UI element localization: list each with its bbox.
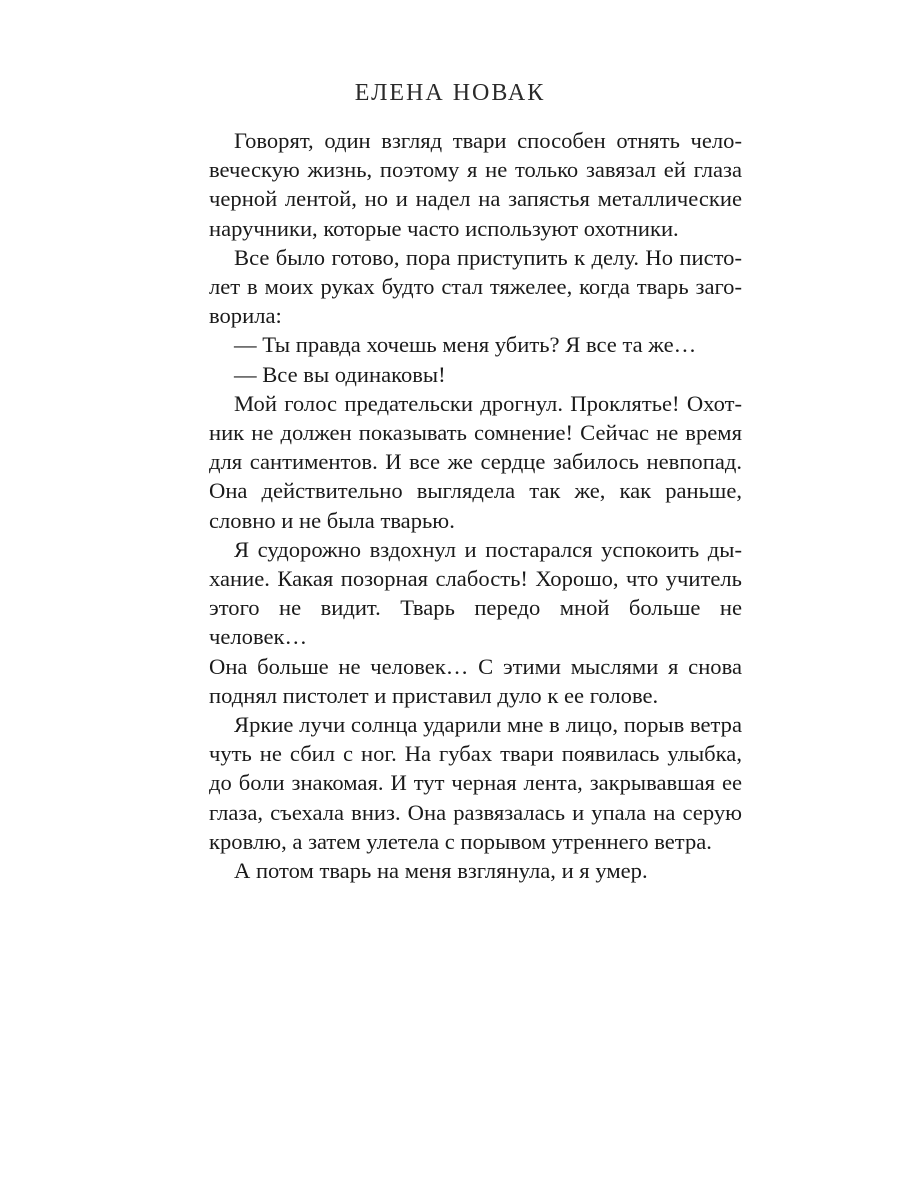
paragraph [209,535,742,710]
text-line: веческую жизнь, поэтому я не только завязал ей глаза [209,157,742,183]
text-line: до боли знакомая. И тут черная лента, закрывавшая ее [209,770,742,796]
text-line: черной лентой, но и надел на запястья металлические [209,186,742,212]
text-line: поднял пистолет и приставил дуло к ее голове. [209,682,659,708]
paragraph-dialogue [209,360,742,389]
text-line: для сантиментов. И все же сердце забилось невпопад. [209,449,742,475]
paragraph [209,856,742,885]
paragraph [209,126,742,243]
text-line: — Все вы одинаковы! [234,361,446,387]
text-line: хание. Какая позорная слабость! Хорошо, что учитель [209,566,742,592]
paragraph [209,243,742,331]
text-line: наручники, которые часто используют охотники. [209,215,679,241]
text-line: Она действительно выглядела так же, как раньше, [209,478,742,504]
text-line: словно и не была тварью. [209,507,455,533]
text-line: кровлю, а затем улетела с порывом утреннего ветра. [209,828,712,854]
text-line: Мой голос предательски дрогнул. Проклятье! Охот- [234,390,742,416]
text-line: ворила: [209,303,282,329]
text-line: этого не видит. Тварь передо мной больше не человек… [209,595,742,650]
text-line: Говорят, один взгляд твари способен отнять чело- [234,128,742,153]
text-line: Она больше не человек… С этими мыслями я снова [209,653,742,679]
text-line: А потом тварь на меня взглянула, и я умер. [234,858,648,884]
running-header-author: ЕЛЕНА НОВАК [354,80,546,106]
text-line: глаза, съехала вниз. Она развязалась и упала на серую [209,799,742,825]
text-line: Я судорожно вздохнул и постарался успокоить ды- [234,536,742,562]
body-text [209,126,742,885]
text-line: ник не должен показывать сомнение! Сейчас не время [209,420,742,446]
paragraph-dialogue [209,330,742,359]
paragraph [209,389,742,535]
paragraph [209,710,742,856]
text-line: лет в моих руках будто стал тяжелее, когда тварь заго- [209,274,742,300]
text-line: Яркие лучи солнца ударили мне в лицо, порыв ветра [234,712,742,738]
text-line: — Ты правда хочешь меня убить? Я все та же… [234,332,697,358]
text-line: чуть не сбил с ног. На губах твари появилась улыбка, [209,741,742,767]
text-line: Все было готово, пора приступить к делу. Но писто- [234,244,742,270]
